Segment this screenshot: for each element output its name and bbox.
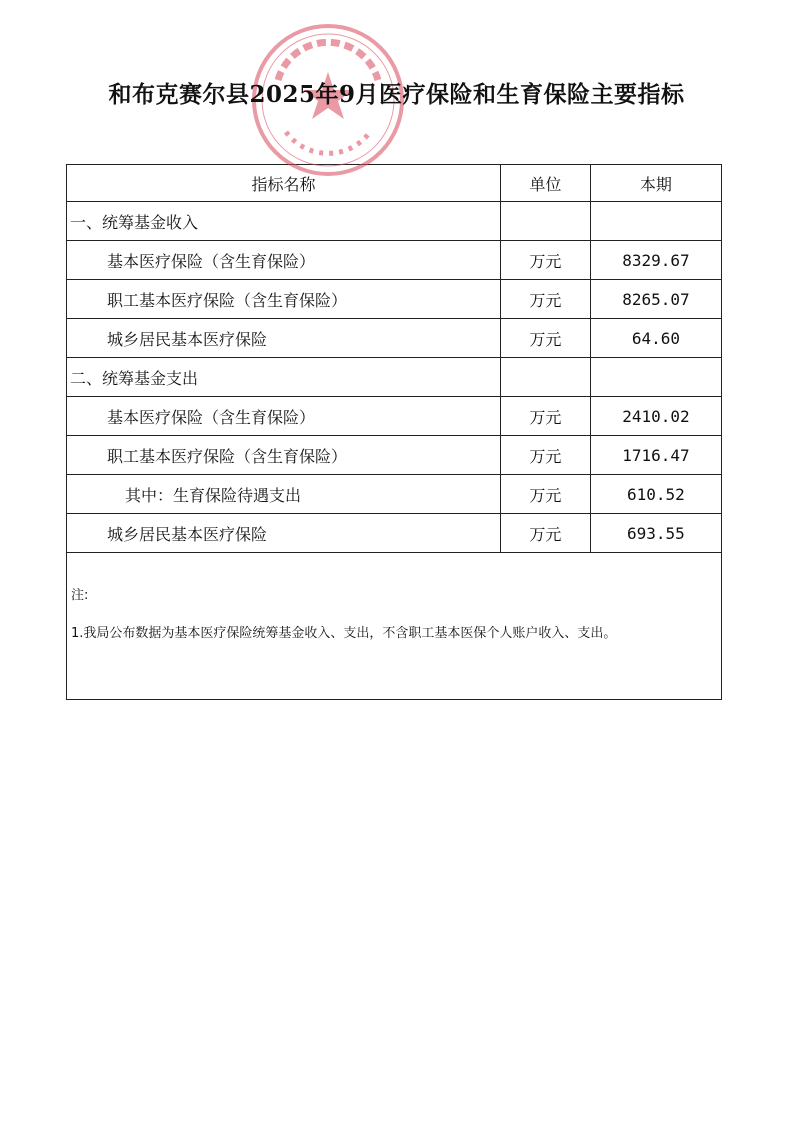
row-unit: 万元 [500, 514, 590, 553]
table-row [67, 475, 722, 514]
row-value: 610.52 [590, 475, 721, 514]
header-current-period: 本期 [590, 165, 721, 202]
row-value: 8265.07 [590, 280, 721, 319]
table-row [67, 241, 722, 280]
row-unit: 万元 [500, 319, 590, 358]
row-unit: 万元 [500, 397, 590, 436]
row-name: 城乡居民基本医疗保险 [67, 319, 501, 358]
row-value [590, 202, 721, 241]
row-value: 8329.67 [590, 241, 721, 280]
table-row [67, 358, 722, 397]
table-row [67, 319, 722, 358]
table-row [67, 397, 722, 436]
row-unit: 万元 [500, 280, 590, 319]
indicator-table [66, 164, 722, 553]
row-unit [500, 358, 590, 397]
row-name: 城乡居民基本医疗保险 [67, 514, 501, 553]
table-row [67, 280, 722, 319]
row-name: 基本医疗保险（含生育保险） [67, 241, 501, 280]
row-name: 其中：生育保险待遇支出 [67, 475, 501, 514]
notes-box [66, 544, 722, 700]
row-name: 职工基本医疗保险（含生育保险） [67, 280, 501, 319]
row-unit: 万元 [500, 241, 590, 280]
table-row [67, 436, 722, 475]
notes-heading: 注: [71, 588, 89, 603]
row-value: 2410.02 [590, 397, 721, 436]
header-unit: 单位 [500, 165, 590, 202]
row-name: 职工基本医疗保险（含生育保险） [67, 436, 501, 475]
row-value: 1716.47 [590, 436, 721, 475]
page-title: 和布克赛尔县2025年9月医疗保险和生育保险主要指标 [108, 81, 685, 108]
row-unit: 万元 [500, 436, 590, 475]
row-value: 64.60 [590, 319, 721, 358]
row-value [590, 358, 721, 397]
note-item-1: 1.我局公布数据为基本医疗保险统筹基金收入、支出，不含职工基本医保个人账户收入、支出。 [71, 626, 617, 641]
row-name: 一、统筹基金收入 [67, 202, 501, 241]
header-indicator-name: 指标名称 [67, 165, 501, 202]
row-unit [500, 202, 590, 241]
row-unit: 万元 [500, 475, 590, 514]
row-name: 基本医疗保险（含生育保险） [67, 397, 501, 436]
row-name: 二、统筹基金支出 [67, 358, 501, 397]
row-value: 693.55 [590, 514, 721, 553]
table-row [67, 202, 722, 241]
